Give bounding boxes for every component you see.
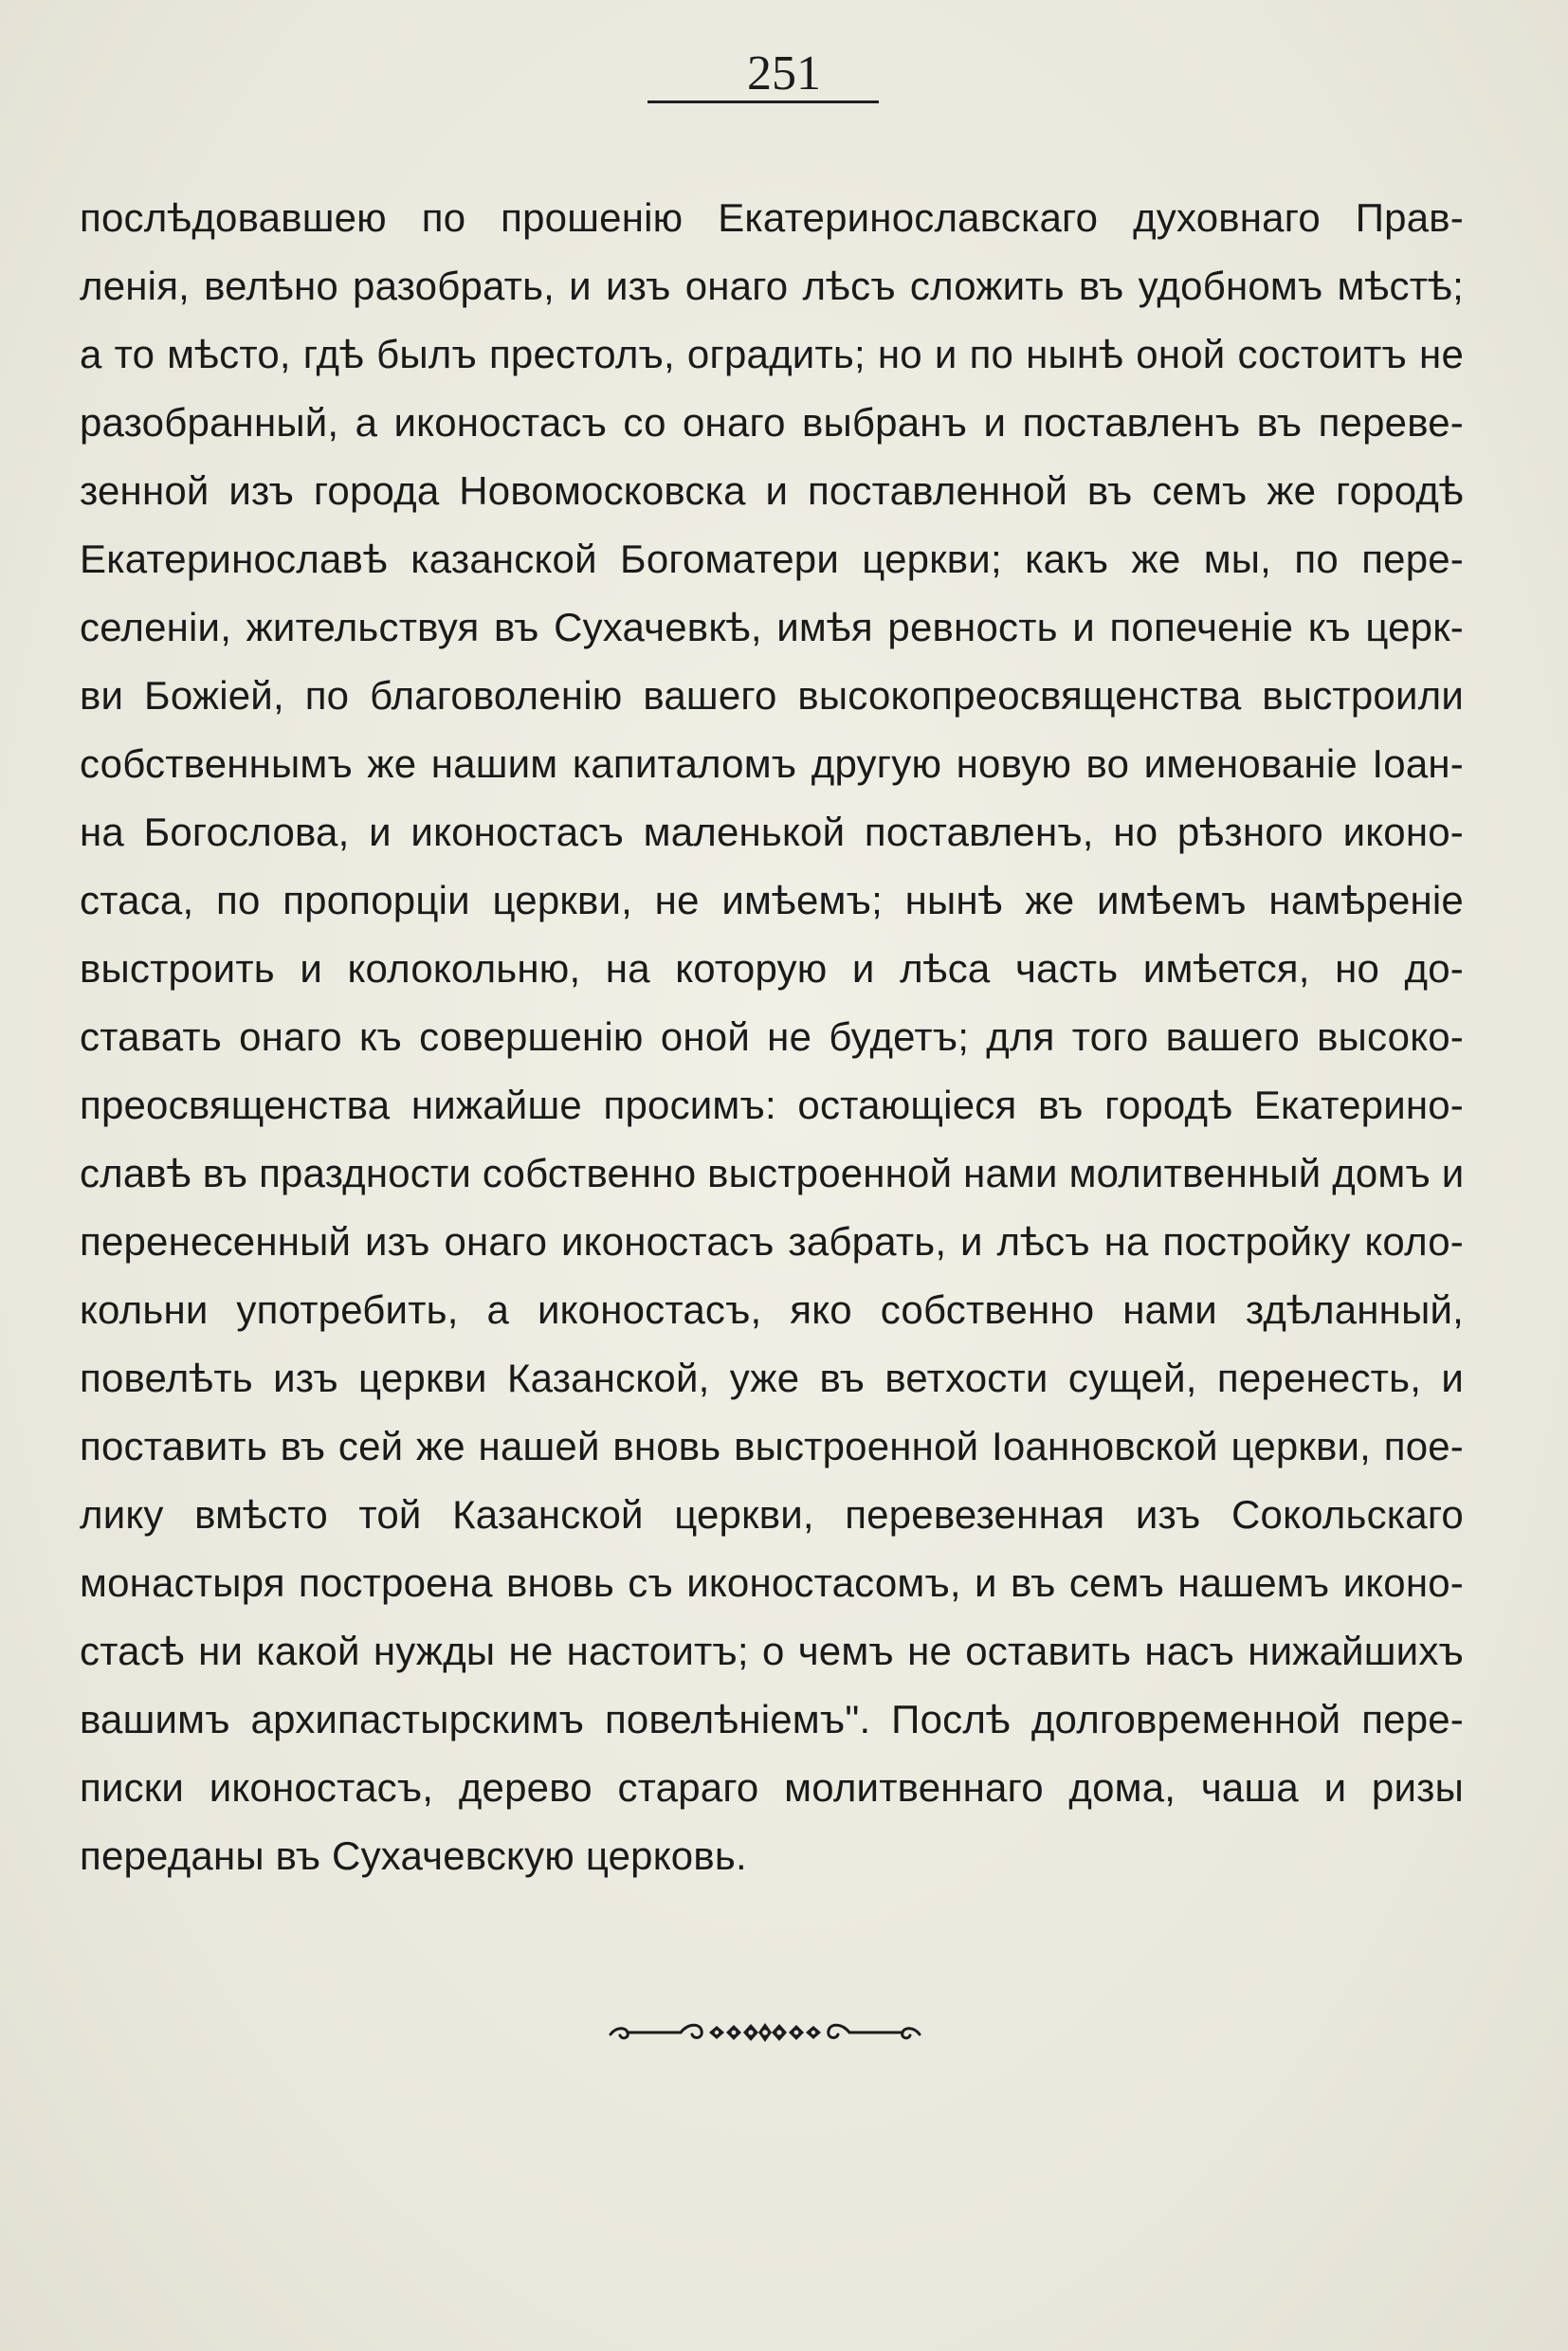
text-line: а то мѣсто, гдѣ былъ престолъ, оградить; но и по нынѣ оной состоитъ не	[80, 332, 1464, 376]
text-line: селеніи, жительствуя въ Сухачевкѣ, имѣя ревность и попеченіе къ церк-	[80, 605, 1464, 649]
text-line: вашимъ архипастырскимъ повелѣніемъ". Послѣ долговременной пере-	[80, 1697, 1464, 1741]
text-line-last: переданы въ Сухачевскую церковь.	[80, 1833, 747, 1878]
text-line: Екатеринославѣ казанской Богоматери церкви; какъ же мы, по пере-	[80, 537, 1464, 581]
text-line: ви Божіей, по благоволенію вашего высокопреосвященства выстроили	[80, 673, 1464, 718]
text-line: повелѣть изъ церкви Казанской, уже въ ветхости сущей, перенесть, и	[80, 1356, 1464, 1400]
page-number-rule	[647, 100, 879, 103]
text-line: кольни употребить, а иконостасъ, яко собственно нами здѣланный,	[80, 1287, 1464, 1332]
ornament-divider-icon	[607, 2017, 923, 2048]
text-line: монастыря построена вновь съ иконостасомъ, и въ семъ нашемъ иконо-	[80, 1560, 1464, 1605]
text-line: писки иконостасъ, дерево стараго молитвеннаго дома, чаша и ризы	[80, 1765, 1464, 1810]
text-line: поставить въ сей же нашей вновь выстроенной Іоанновской церкви, пое-	[80, 1424, 1464, 1468]
text-line: ставать онаго къ совершенію оной не будетъ; для того вашего высоко-	[80, 1014, 1464, 1059]
text-line: перенесенный изъ онаго иконостасъ забрать, и лѣсъ на постройку коло-	[80, 1219, 1464, 1264]
text-line: разобранный, а иконостасъ со онаго выбранъ и поставленъ въ переве-	[80, 400, 1464, 445]
text-line: на Богослова, и иконостасъ маленькой поставленъ, но рѣзного иконо-	[80, 810, 1464, 854]
text-line: зенной изъ города Новомосковска и поставленной въ семъ же городѣ	[80, 468, 1464, 513]
text-line: ленія, велѣно разобрать, и изъ онаго лѣсъ сложить въ удобномъ мѣстѣ;	[80, 264, 1464, 308]
text-line: выстроить и колокольню, на которую и лѣса часть имѣется, но до-	[80, 946, 1464, 991]
text-line: стаса, по пропорціи церкви, не имѣемъ; нынѣ же имѣемъ намѣреніе	[80, 878, 1464, 922]
body-text	[80, 184, 1464, 1890]
text-line: собственнымъ же нашим капиталомъ другую новую во именованіе Іоан-	[80, 741, 1464, 786]
page-number: 251	[747, 46, 821, 100]
text-line: лику вмѣсто той Казанской церкви, перевезенная изъ Сокольскаго	[80, 1492, 1464, 1537]
text-line: стасѣ ни какой нужды не настоитъ; о чемъ не оставить насъ нижайшихъ	[80, 1629, 1464, 1673]
text-line: славѣ въ праздности собственно выстроенной нами молитвенный домъ и	[80, 1151, 1465, 1195]
text-line: послѣдовавшею по прошенію Екатеринославскаго духовнаго Прав-	[80, 195, 1464, 240]
text-line: преосвященства нижайше просимъ: остающіеся въ городѣ Екатерино-	[80, 1083, 1464, 1127]
